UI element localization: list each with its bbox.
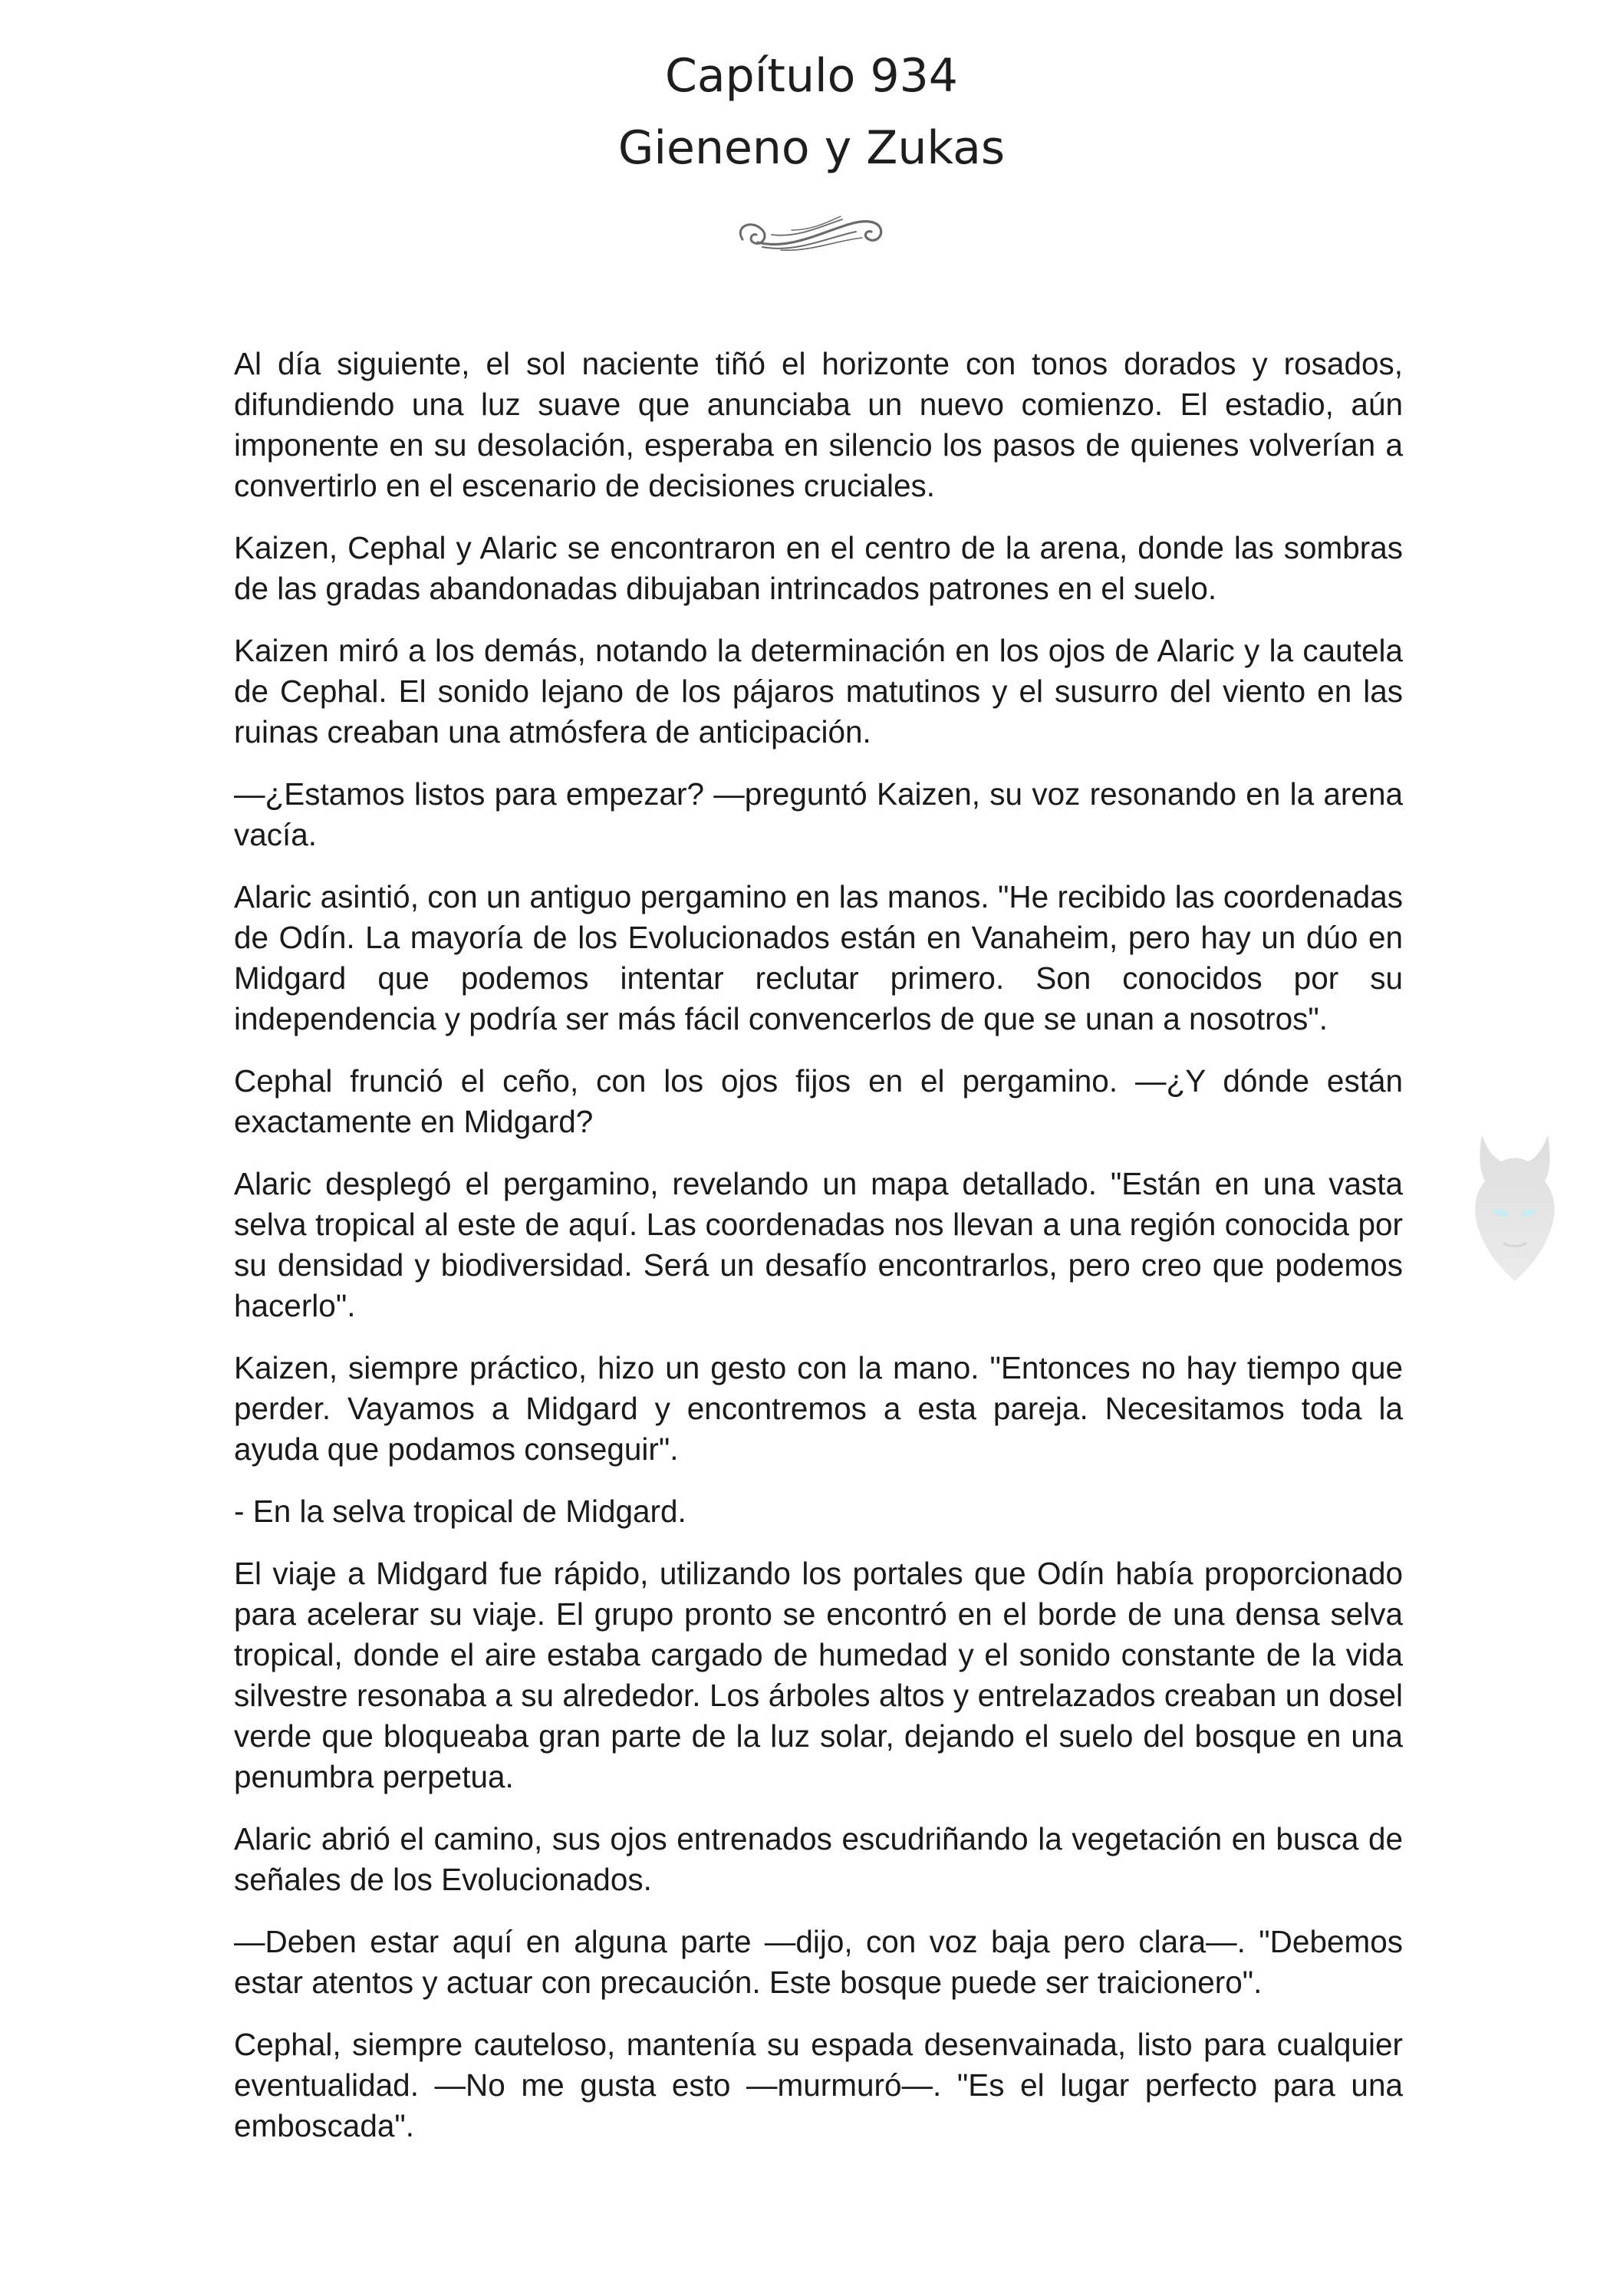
- flourish-ornament-icon: [727, 204, 896, 265]
- paragraph: El viaje a Midgard fue rápido, utilizando los portales que Odín había proporcionado para acelerar su viaje. El grupo pronto se encontró en el borde de una densa selva tropical, donde el aire estaba cargado de humedad y el sonido constante de la vida silvestre resonaba a su alrededor. Los árboles altos y entrelazados creaban un dosel verde que bloqueaba gran parte de la luz solar, dejando el suelo del bosque en una penumbra perpetua.: [234, 1556, 1403, 1794]
- chapter-body: [234, 344, 1403, 2168]
- demon-head-watermark-icon: [1465, 1128, 1565, 1296]
- paragraph: - En la selva tropical de Midgard.: [234, 1494, 686, 1529]
- paragraph: Cephal, siempre cauteloso, mantenía su espada desenvainada, listo para cualquier eventualidad. —No me gusta esto —murmuró—. "Es el lugar perfecto para una emboscada".: [234, 2027, 1403, 2143]
- paragraph: —¿Estamos listos para empezar? —preguntó Kaizen, su voz resonando en la arena vacía.: [234, 776, 1403, 852]
- chapter-title: Gieneno y Zukas: [617, 121, 1006, 175]
- paragraph: Kaizen miró a los demás, notando la determinación en los ojos de Alaric y la cautela de Cephal. El sonido lejano de los pájaros matutinos y el susurro del viento en las ruinas creaban una atmósfera de anticipación.: [234, 633, 1403, 749]
- paragraph: Cephal frunció el ceño, con los ojos fijos en el pergamino. —¿Y dónde están exactamente en Midgard?: [234, 1063, 1403, 1139]
- paragraph: Alaric desplegó el pergamino, revelando un mapa detallado. "Están en una vasta selva tropical al este de aquí. Las coordenadas nos llevan a una región conocida por su densidad y biodiversidad. Será un desafío encontrarlos, pero creo que podemos hacerlo".: [234, 1166, 1403, 1323]
- chapter-number: Capítulo 934: [665, 49, 958, 103]
- paragraph: —Deben estar aquí en alguna parte —dijo, con voz baja pero clara—. "Debemos estar atentos y actuar con precaución. Este bosque puede ser traicionero".: [234, 1924, 1403, 2000]
- paragraph: Kaizen, siempre práctico, hizo un gesto con la mano. "Entonces no hay tiempo que perder. Vayamos a Midgard y encontremos a esta pareja. Necesitamos toda la ayuda que podamos conseguir".: [234, 1350, 1403, 1467]
- paragraph: Alaric asintió, con un antiguo pergamino en las manos. "He recibido las coordenadas de Odín. La mayoría de los Evolucionados están en Vanaheim, pero hay un dúo en Midgard que podemos intentar reclutar primero. Son conocidos por su independencia y podría ser más fácil convencerlos de que se unan a nosotros".: [234, 879, 1403, 1036]
- chapter-header: [0, 40, 1623, 265]
- paragraph: Kaizen, Cephal y Alaric se encontraron en el centro de la arena, donde las sombras de las gradas abandonadas dibujaban intrincados patrones en el suelo.: [234, 530, 1403, 606]
- paragraph: Alaric abrió el camino, sus ojos entrenados escudriñando la vegetación en busca de señales de los Evolucionados.: [234, 1821, 1403, 1897]
- paragraph: Al día siguiente, el sol naciente tiñó el horizonte con tonos dorados y rosados, difundiendo una luz suave que anunciaba un nuevo comienzo. El estadio, aún imponente en su desolación, esperaba en silencio los pasos de quienes volverían a convertirlo en el escenario de decisiones cruciales.: [234, 346, 1403, 503]
